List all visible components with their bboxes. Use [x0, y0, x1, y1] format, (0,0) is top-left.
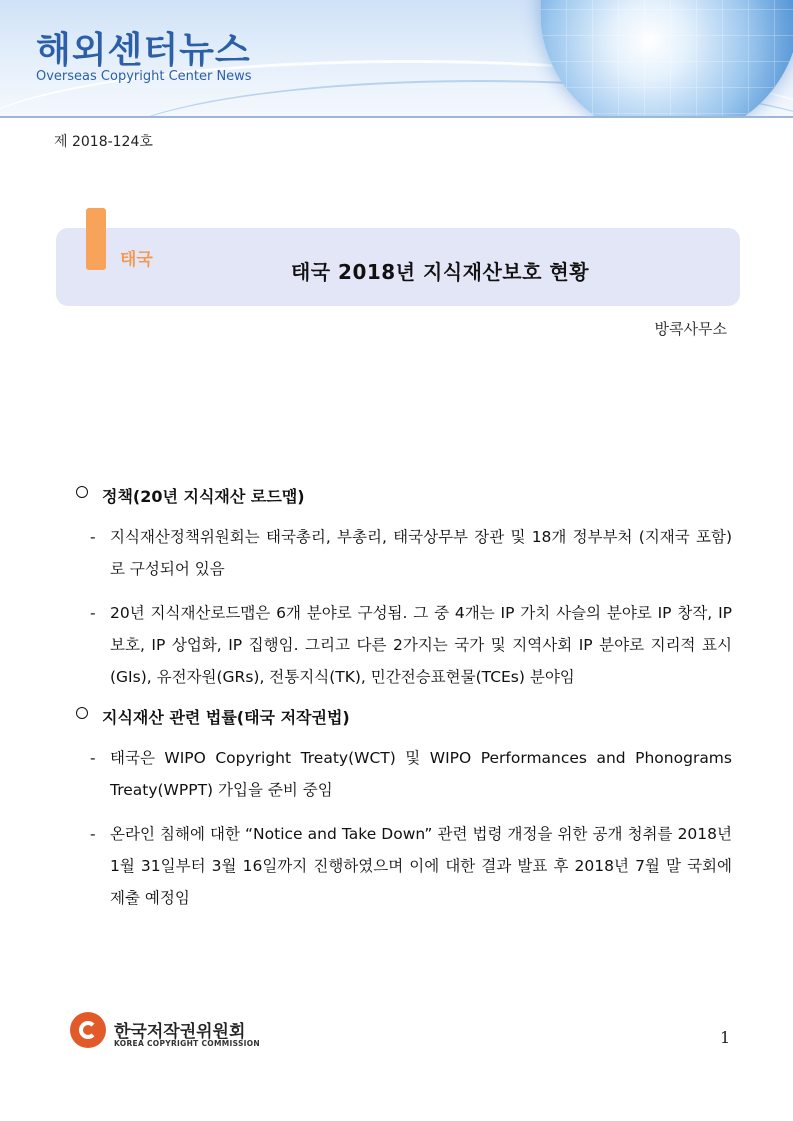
list-item: - 온라인 침해에 대한 “Notice and Take Down” 관련 법령 개정을 위한 공개 청취를 2018년 1월 31일부터 3월 16일까지 진행하였으며 이에 대한 결과 발표 후 2018년 7월 말 국회에 제출 예정임 — [90, 825, 732, 907]
list-item: - 20년 지식재산로드맵은 6개 분야로 구성됨. 그 중 4개는 IP 가치 사슬의 분야로 IP 창작, IP 보호, IP 상업화, IP 집행임. 그리고 다른 2가지는 국가 및 지역사회 IP 분야로 지리적 표시(GIs), 유전자원(GRs), 전통지식(TK), 민간전승표현물(TCEs) 분야임 — [90, 604, 732, 686]
list-item: - 지식재산정책위원회는 태국총리, 부총리, 태국상무부 장관 및 18개 정부부처 (지재국 포함)로 구성되어 있음 — [90, 528, 732, 578]
circle-bullet-icon — [76, 486, 88, 498]
page-number: 1 — [720, 1028, 731, 1047]
newsletter-title: 해외센터뉴스 — [36, 30, 251, 71]
section-title: 정책(20년 지식재산 로드맵) — [76, 484, 732, 507]
issue-number: 제 2018-124호 — [54, 134, 153, 150]
commission-logo-icon — [70, 1012, 106, 1048]
header-divider — [0, 116, 793, 118]
section-policy — [76, 484, 732, 693]
document-body — [76, 484, 732, 926]
organization-name-ko: 한국저작권위원회 — [114, 1022, 246, 1042]
circle-bullet-icon — [76, 707, 88, 719]
office-name: 방콕사무소 — [654, 320, 727, 338]
country-label: 태국 — [120, 250, 153, 270]
section-law — [76, 705, 732, 914]
section-title: 지식재산 관련 법률(태국 저작권법) — [76, 705, 732, 728]
globe-image — [540, 0, 793, 116]
list-item: - 태국은 WIPO Copyright Treaty(WCT) 및 WIPO Performances and Phonograms Treaty(WPPT) 가입을 준비 중임 — [90, 749, 732, 799]
newsletter-subtitle: Overseas Copyright Center News — [36, 69, 252, 84]
title-accent-bar — [86, 208, 106, 270]
organization-name-en: KOREA COPYRIGHT COMMISSION — [114, 1039, 261, 1048]
header-banner — [0, 0, 793, 116]
document-title: 태국 2018년 지식재산보호 현황 — [290, 260, 590, 284]
